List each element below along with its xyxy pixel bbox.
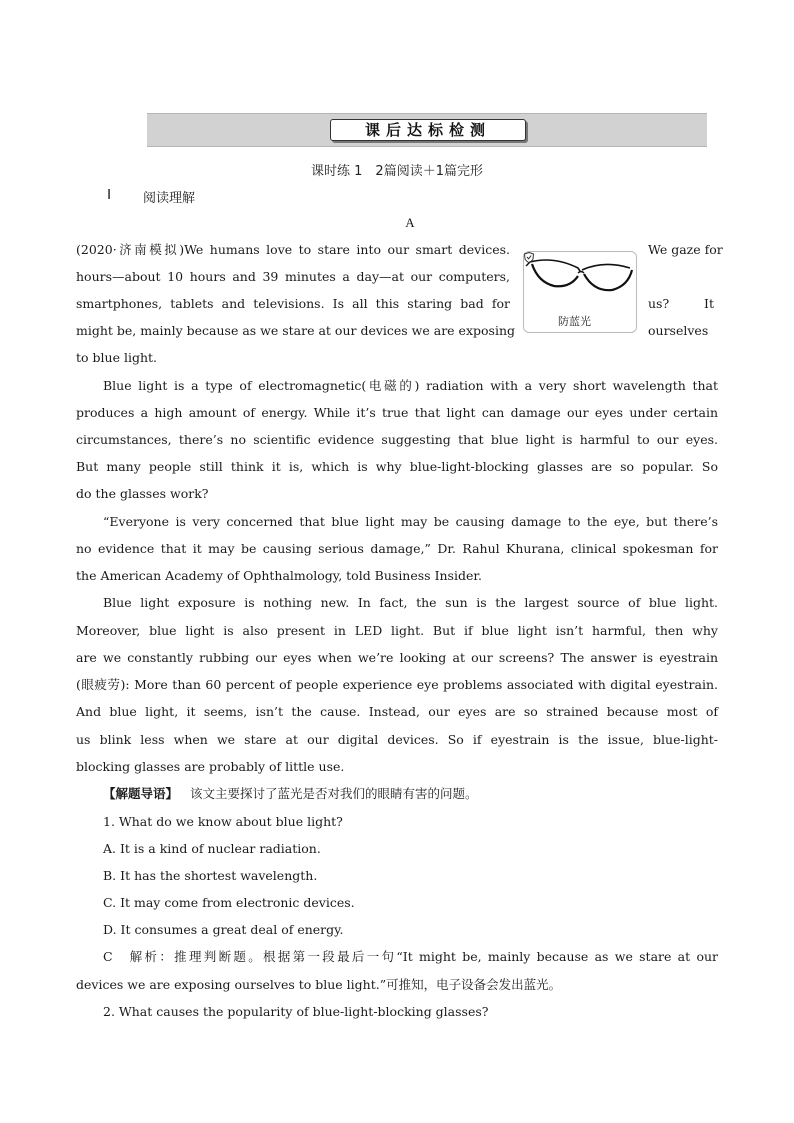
glasses-icon: [524, 252, 636, 312]
question1-option-b: B. It has the shortest wavelength.: [103, 868, 318, 883]
p1-line1-right: We gaze for: [648, 242, 723, 257]
p4-line4: (眼疲劳): More than 60 percent of people experience eye problems associated with digital eyestrain.: [76, 677, 718, 692]
section-title: 阅读理解: [143, 191, 196, 206]
question1-analysis-line2: devices we are exposing ourselves to blue light.”可推知，电子设备会发出蓝光。: [76, 977, 562, 992]
guide-label: 【解题导语】: [103, 786, 179, 801]
p2-line4: But many people still think it is, which is why blue-light-blocking glasses are so popular. So: [76, 459, 718, 474]
p4-line6: us blink less when we stare at our digital devices. So if eyestrain is the issue, blue-light-: [76, 732, 718, 747]
question1-stem: 1. What do we know about blue light?: [103, 814, 343, 829]
p4-line7: blocking glasses are probably of little use.: [76, 759, 345, 774]
guide: [103, 786, 478, 802]
p1-line1-left: (2020·济南模拟)We humans love to stare into our smart devices.: [76, 242, 510, 257]
question1-analysis-line1: C 解析：推理判断题。根据第一段最后一句“It might be, mainly because as we stare at our: [103, 949, 718, 964]
p1-line3-right-b: It: [704, 296, 714, 311]
p1-line3-right-a: us?: [648, 296, 670, 311]
p2-line5: do the glasses work?: [76, 486, 209, 501]
p3-line2: no evidence that it may be causing serious damage,” Dr. Rahul Khurana, clinical spokesman for: [76, 541, 718, 556]
p1-line2-left: hours—about 10 hours and 39 minutes a day—at our computers,: [76, 269, 510, 284]
p2-line3: circumstances, there’s no scientific evidence suggesting that blue light is harmful to our eyes.: [76, 432, 718, 447]
p1-line4-left: might be, mainly because as we stare at our devices we are exposing: [76, 323, 515, 338]
figure-caption: 防蓝光: [558, 315, 591, 328]
p1-line4-right: ourselves: [648, 323, 709, 338]
guide-text: 该文主要探讨了蓝光是否对我们的眼睛有害的问题。: [190, 786, 478, 801]
p4-line3: are we constantly rubbing our eyes when we’re looking at our screens? The answer is eyestrain: [76, 650, 718, 665]
banner-title: 课后达标检测: [330, 119, 526, 141]
p1-line3-left: smartphones, tablets and televisions. Is all this staring bad for: [76, 296, 510, 311]
question2-stem: 2. What causes the popularity of blue-light-blocking glasses?: [103, 1004, 489, 1019]
p2-line2: produces a high amount of energy. While it’s true that light can damage our eyes under certain: [76, 405, 718, 420]
lesson-subtitle: 课时练 1 2篇阅读＋1篇完形: [311, 164, 483, 179]
p4-line2: Moreover, blue light is also present in LED light. But if blue light isn’t harmful, then why: [76, 623, 718, 638]
p3-line3: the American Academy of Ophthalmology, told Business Insider.: [76, 568, 482, 583]
question1-option-d: D. It consumes a great deal of energy.: [103, 922, 344, 937]
passage-letter: A: [405, 215, 415, 230]
p4-line5: And blue light, it seems, isn’t the cause. Instead, our eyes are so strained because most of: [76, 704, 718, 719]
p2-line1: Blue light is a type of electromagnetic(电磁的) radiation with a very short wavelength that: [103, 378, 718, 393]
shield-icon: [524, 252, 534, 263]
section-number: Ⅰ: [107, 188, 112, 203]
header-banner: [147, 113, 707, 147]
question1-option-a: A. It is a kind of nuclear radiation.: [103, 841, 321, 856]
question1-option-c: C. It may come from electronic devices.: [103, 895, 355, 910]
p1-line5: to blue light.: [76, 350, 157, 365]
p4-line1: Blue light exposure is nothing new. In fact, the sun is the largest source of blue light.: [103, 595, 718, 610]
p3-line1: “Everyone is very concerned that blue light may be causing damage to the eye, but there’s: [103, 514, 718, 529]
eyeglasses-image: [523, 251, 637, 333]
